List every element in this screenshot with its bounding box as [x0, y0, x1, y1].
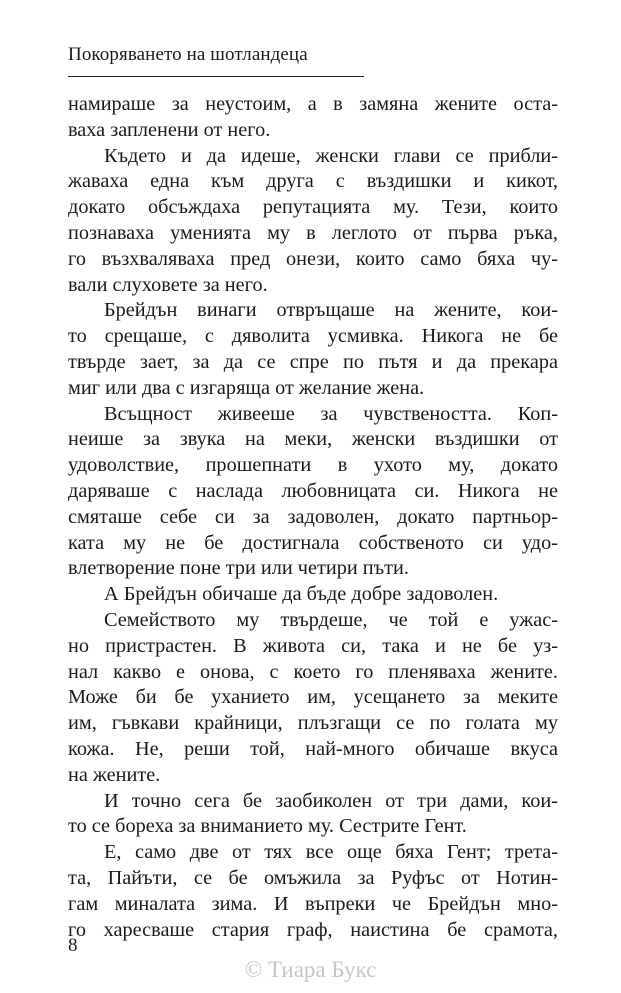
text-line: Където и да идеше, женски глави се прибли-: [104, 144, 558, 167]
text-line: твърде зает, за да се спре по пътя и да прекара: [68, 350, 558, 373]
text-line: удоволствие, прошепнати в ухото му, докато: [68, 454, 558, 477]
text-line: намираше за неустоим, а в замяна жените оста-: [68, 93, 558, 115]
text-line: то се бореха за вниманието му. Сестрите Гент.: [68, 815, 467, 838]
text-line: влетворение поне три или четири пъти.: [68, 557, 409, 580]
text-line: го възхваляваха пред онези, които само бяха чу-: [68, 247, 558, 270]
text-line: ката му не бе достигнала собственото си удо-: [68, 531, 558, 554]
text-line: гам миналата зима. И въпреки че Брейдън мно-: [68, 892, 558, 915]
text-line: докато обсъждаха репутацията му. Тези, които: [68, 196, 558, 219]
text-line: миг или два с изгаряща от желание жена.: [68, 376, 425, 399]
text-line: даряваше с наслада любовницата си. Никога не: [68, 479, 558, 502]
text-line: И точно сега бе заобиколен от три дами, кои-: [104, 789, 558, 812]
text-line: жаваха една към друга с въздишки и кикот,: [68, 170, 558, 193]
text-line: ваха запленени от него.: [68, 118, 271, 141]
text-line: им, гъвкави крайници, плъзгащи се по голата му: [68, 712, 558, 735]
text-line: го харесваше стария граф, наистина бе срамота,: [68, 918, 558, 941]
text-line: та, Пайъти, се бе омъжила за Руфъс от Нотин-: [68, 866, 558, 889]
text-line: А Брейдън обичаше да бъде добре задоволен.: [104, 583, 499, 606]
text-line: вали слуховете за него.: [68, 273, 268, 296]
text-line: Е, само две от тях все още бяха Гент; трета-: [104, 841, 558, 864]
text-line: Може би бе уханието им, усещането за меките: [68, 686, 558, 709]
text-line: Брейдън винаги отвръщаше на жените, кои-: [104, 299, 558, 322]
text-line: познаваха уменията му в леглото от първа ръка,: [68, 221, 558, 244]
page-number: 8: [68, 935, 78, 956]
running-header: Покоряването на шотландеца: [68, 44, 308, 65]
text-line: кожа. Не, реши той, най-много обичаше вкуса: [68, 737, 558, 760]
body-text: [68, 92, 558, 943]
text-line: смяташе себе си за задоволен, докато партньор-: [68, 505, 558, 528]
header-rule: [68, 76, 364, 77]
text-line: на жените.: [68, 763, 161, 786]
text-line: но пристрастен. В живота си, така и не бе уз-: [68, 634, 558, 657]
text-line: неише за звука на меки, женски въздишки от: [68, 428, 558, 451]
text-line: Семейството му твърдеше, че той е ужас-: [104, 608, 558, 631]
text-line: нал какво е онова, с което го пленяваха жените.: [68, 660, 558, 683]
copyright-watermark: © Тиара Букс: [244, 957, 377, 982]
text-line: то срещаше, с дяволита усмивка. Никога не бе: [68, 325, 558, 348]
text-line: Всъщност живееше за чувствеността. Коп-: [104, 402, 558, 425]
